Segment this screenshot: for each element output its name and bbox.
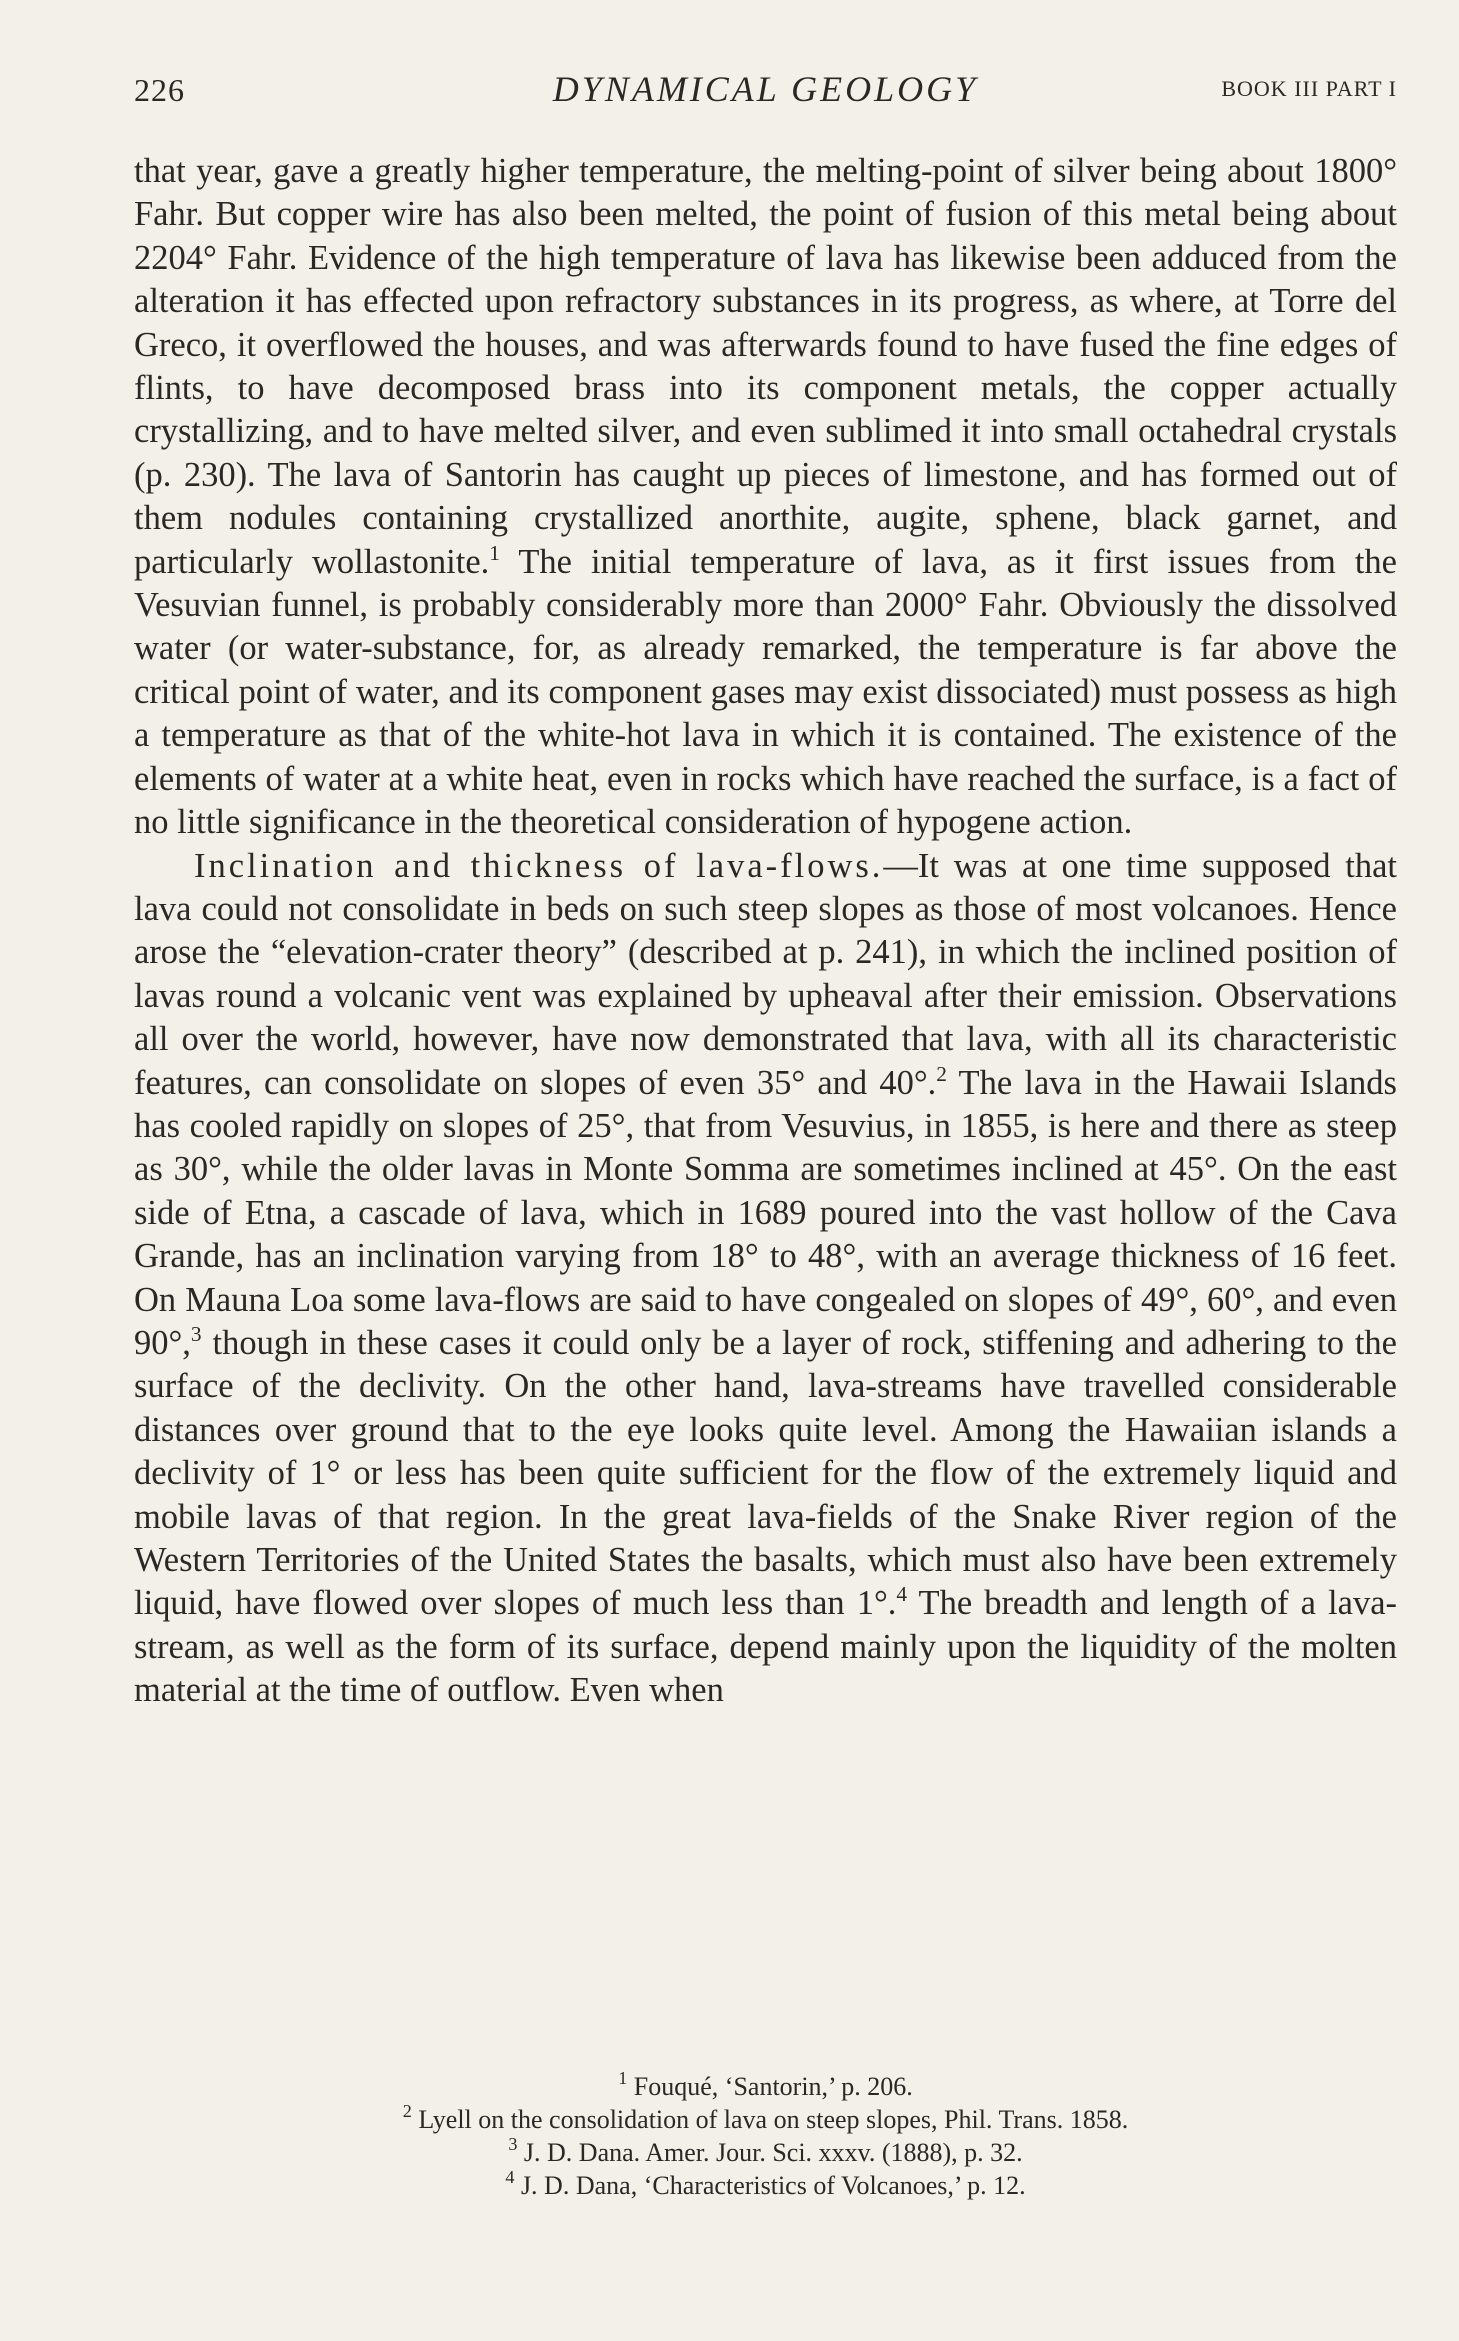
footnote-number: 3 (508, 2134, 518, 2155)
footnote (134, 2169, 1397, 2202)
footnote-text: J. D. Dana, ‘Characteristics of Volcanoes,’ p. 12. (514, 2171, 1026, 2200)
paragraph-text: —It was at one time supposed that lava could not consolidate in beds on such steep slopes as those of most volcanoes. Hence arose the “elevation-crater theory” (described at p. 241), in which the inclined position of lavas round a volcanic vent was explained by upheaval after their emission. Observations all over the world, however, have now demonstrated that lava, with all its characteristic features, can consolidate on slopes of even 35° and 40°. (134, 846, 1397, 1102)
footnote-ref[interactable]: 2 (936, 1061, 947, 1086)
page-number: 226 (134, 72, 185, 108)
body-text (134, 150, 1397, 1713)
footnote (134, 2070, 1397, 2103)
footnote-number: 1 (618, 2068, 628, 2089)
running-title: DYNAMICAL GEOLOGY (552, 69, 979, 109)
paragraph-text: The initial temperature of lava, as it first issues from the Vesuvian funnel, is probably considerably more than 2000° Fahr. Obviously the dissolved water (or water-substance, for, as already remarked, the temperature is far above the critical point of water, and its component gases may exist dissociated) must possess as high a temperature as that of the white-hot lava in which it is contained. The existence of the elements of water at a white heat, even in rocks which have reached the surface, is a fact of no little significance in the theoretical consideration of hypogene action. (134, 542, 1397, 842)
running-header (134, 68, 1397, 118)
section-heading: Inclination and thickness of lava-flows. (194, 846, 884, 885)
footnote-text: Lyell on the consolidation of lava on steep slopes, Phil. Trans. 1858. (411, 2105, 1129, 2134)
footnote-ref[interactable]: 1 (489, 540, 500, 565)
paragraph-text: The lava in the Hawaii Islands has cooled rapidly on slopes of 25°, that from Vesuvius, in 1855, is here and there as steep as 30°, while the older lavas in Monte Somma are sometimes inclined at 45°. On the east side of Etna, a cascade of lava, which in 1689 poured into the vast hollow of the Cava Grande, has an inclination varying from 18° to 48°, with an average thickness of 16 feet. On Mauna Loa some lava-flows are said to have congealed on slopes of 49°, 60°, and even 90°, (134, 1063, 1397, 1362)
paragraph-temperature (134, 150, 1397, 845)
paragraph-text: though in these cases it could only be a layer of rock, stiffening and adhering to the surface of the declivity. On the other hand, lava-streams have travelled considerable distances over ground that to the eye looks quite level. Among the Hawaiian islands a declivity of 1° or less has been quite sufficient for the flow of the extremely liquid and mobile lavas of that region. In the great lava-fields of the Snake River region of the Western Territories of the United States the basalts, which must also have been extremely liquid, have flowed over slopes of much less than 1°. (134, 1323, 1397, 1623)
footnote-number: 4 (505, 2167, 515, 2188)
footnote (134, 2103, 1397, 2136)
footnotes (134, 2070, 1397, 2202)
footnote-text: J. D. Dana. Amer. Jour. Sci. xxxv. (1888), p. 32. (517, 2138, 1023, 2167)
paragraph-text: The breadth and length of a lava-stream, as well as the form of its surface, depend mainly upon the liquidity of the molten material at the time of outflow. Even when (134, 1584, 1397, 1710)
footnote-text: Fouqué, ‘Santorin,’ p. 206. (627, 2072, 913, 2101)
paragraph-text: that year, gave a greatly higher temperature, the melting-point of silver being about 1800° Fahr. But copper wire has also been melted, the point of fusion of this metal being about 2204° Fahr. Evidence of the high temperature of lava has likewise been adduced from the alteration it has effected upon refractory substances in its progress, as where, at Torre del Greco, it overflowed the houses, and was afterwards found to have fused the fine edges of flints, to have decomposed brass into its component metals, the copper actually crystallizing, and to have melted silver, and even sublimed it into small octahedral crystals (p. 230). The lava of Santorin has caught up pieces of limestone, and has formed out of them nodules containing crystallized anorthite, augite, sphene, black garnet, and particularly wollastonite. (134, 152, 1397, 581)
book-part-label: BOOK III PART I (1221, 76, 1397, 101)
footnote (134, 2136, 1397, 2169)
paragraph-inclination (134, 845, 1397, 1713)
footnote-ref[interactable]: 4 (896, 1582, 908, 1607)
footnote-ref[interactable]: 3 (190, 1322, 202, 1347)
footnote-number: 2 (402, 2101, 412, 2122)
